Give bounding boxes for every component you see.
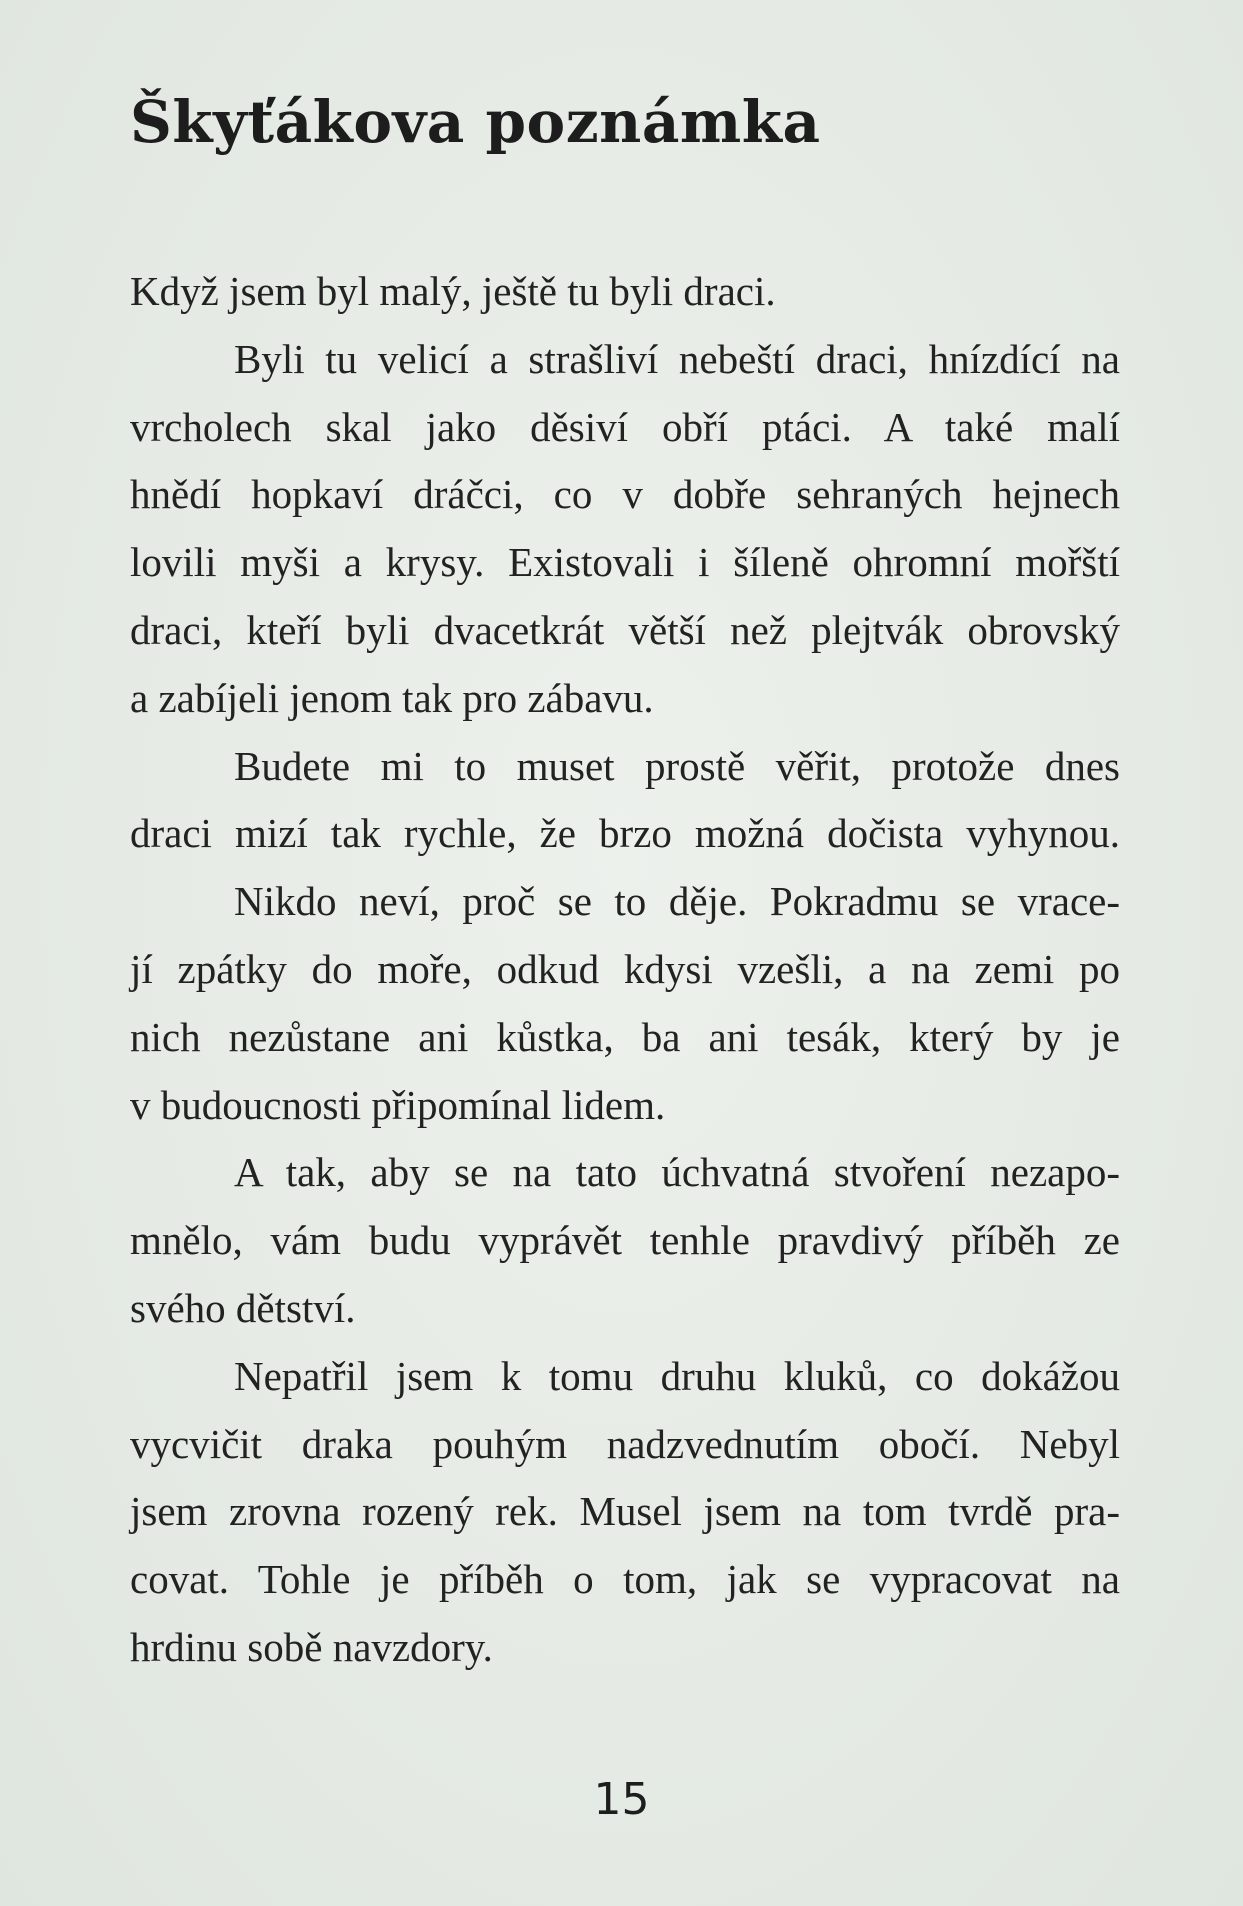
text-line: hnědí hopkaví dráčci, co v dobře sehraných hejnech (130, 471, 1120, 518)
text-line: v budoucnosti připomínal lidem. (130, 1081, 666, 1128)
text-line: vycvičit draka pouhým nadzvednutím obočí. Nebyl (130, 1420, 1120, 1467)
text-line: lovili myši a krysy. Existovali i šíleně ohromní mořští (130, 539, 1120, 586)
text-line: covat. Tohle je příběh o tom, jak se vypracovat na (130, 1556, 1120, 1603)
text-line: Byli tu velicí a strašliví nebeští draci, hnízdící na (234, 335, 1120, 382)
text-line: draci mizí tak rychle, že brzo možná dočista vyhynou. (130, 810, 1120, 857)
text-line: Když jsem byl malý, ještě tu byli draci. (130, 268, 776, 314)
text-line: Nikdo neví, proč se to děje. Pokradmu se vrace- (234, 878, 1120, 925)
chapter-heading: Škyťákova poznámka (130, 88, 821, 156)
text-line: hrdinu sobě navzdory. (130, 1623, 493, 1670)
page-number: 15 (593, 1774, 650, 1825)
text-line: jí zpátky do moře, odkud kdysi vzešli, a na zemi po (130, 945, 1120, 992)
text-line: draci, kteří byli dvacetkrát větší než plejtvák obrovský (130, 606, 1120, 653)
text-line: A tak, aby se na tato úchvatná stvoření nezapo- (234, 1149, 1120, 1196)
text-line: vrcholech skal jako děsiví obří ptáci. A také malí (130, 403, 1120, 450)
text-line: mnělo, vám budu vyprávět tenhle pravdivý příběh ze (130, 1217, 1120, 1264)
text-line: jsem zrovna rozený rek. Musel jsem na tom tvrdě pra- (130, 1488, 1120, 1535)
text-line: a zabíjeli jenom tak pro zábavu. (130, 674, 654, 721)
text-line: Budete mi to muset prostě věřit, protože dnes (234, 742, 1120, 789)
text-line: nich nezůstane ani kůstka, ba ani tesák, který by je (130, 1013, 1120, 1060)
body-text (130, 258, 1120, 1682)
text-line: Nepatřil jsem k tomu druhu kluků, co dokážou (234, 1352, 1120, 1399)
text-line: svého dětství. (130, 1284, 356, 1331)
